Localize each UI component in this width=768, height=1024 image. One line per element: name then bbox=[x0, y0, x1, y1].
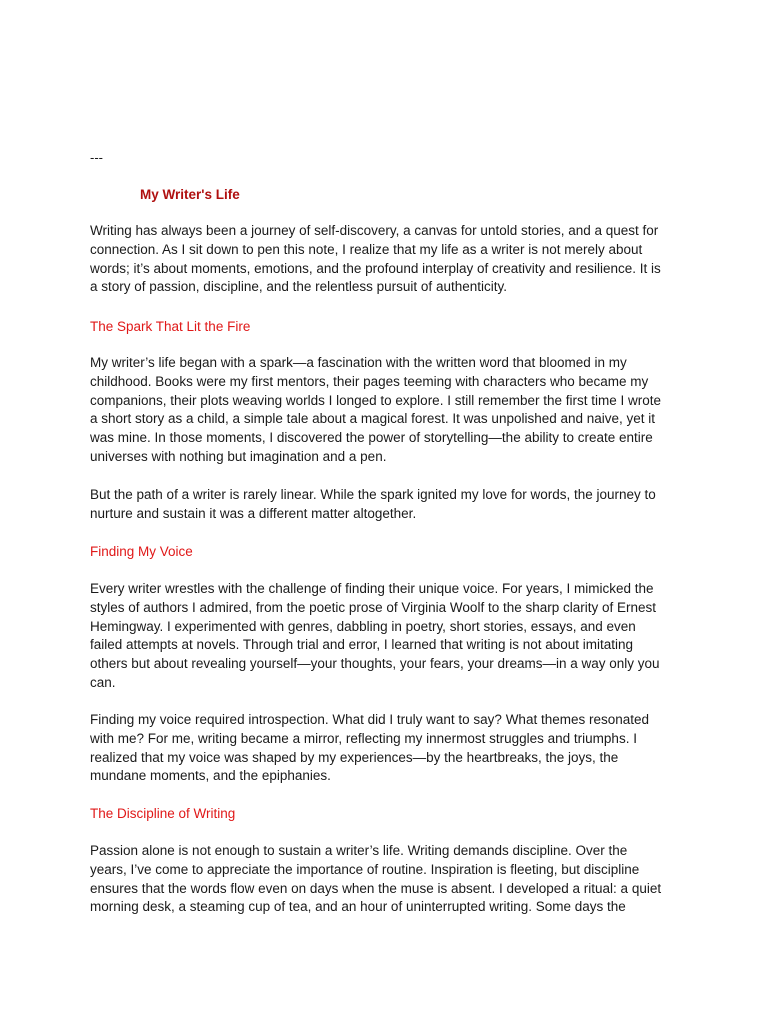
paragraph-line: Every writer wrestles with the challenge of finding their unique voice. For years, I mimicked the bbox=[90, 581, 654, 596]
paragraph-line: words; it’s about moments, emotions, and the profound interplay of creativity and resilience. It is bbox=[90, 260, 661, 276]
document-page bbox=[90, 0, 680, 1024]
paragraph-line: ensures that the words flow even on days when the muse is absent. I developed a ritual: a quiet bbox=[90, 880, 662, 896]
paragraph-line: others but about revealing yourself—your thoughts, your fears, your dreams—in a way only you bbox=[90, 656, 660, 672]
paragraph-line: universes with nothing but imagination and a pen. bbox=[90, 448, 387, 464]
paragraph-line: But the path of a writer is rarely linear. While the spark ignited my love for words, the journey to bbox=[90, 487, 656, 502]
paragraph-line: a story of passion, discipline, and the relentless pursuit of authenticity. bbox=[90, 279, 507, 295]
intro-paragraph bbox=[90, 222, 680, 297]
paragraph-line: realized that my voice was shaped by my experiences—by the heartbreaks, the joys, the bbox=[90, 749, 619, 765]
paragraph-line: was mine. In those moments, I discovered the power of storytelling—the ability to create entire bbox=[90, 430, 653, 446]
paragraph-line: Hemingway. I experimented with genres, dabbling in poetry, short stories, essays, and even bbox=[90, 618, 636, 634]
section-paragraph bbox=[90, 711, 680, 786]
paragraph-line: childhood. Books were my first mentors, their pages teeming with characters who became my bbox=[90, 373, 649, 389]
paragraph-line: nurture and sustain it was a different matter altogether. bbox=[90, 505, 417, 521]
paragraph-line: with me? For me, writing became a mirror, reflecting my innermost struggles and triumphs. I bbox=[90, 730, 637, 746]
paragraph-line: Finding my voice required introspection. What did I truly want to say? What themes resonated bbox=[90, 712, 650, 727]
section-heading-discipline: The Discipline of Writing bbox=[90, 806, 236, 821]
separator-line: --- bbox=[90, 150, 103, 165]
section-paragraph bbox=[90, 486, 680, 524]
section-heading-spark: The Spark That Lit the Fire bbox=[90, 319, 251, 334]
paragraph-line: morning desk, a steaming cup of tea, and an hour of uninterrupted writing. Some days the bbox=[90, 899, 626, 915]
section-heading-voice: Finding My Voice bbox=[90, 544, 193, 559]
paragraph-line: years, I’ve come to appreciate the importance of routine. Inspiration is fleeting, but discipline bbox=[90, 861, 640, 877]
paragraph-line: styles of authors I admired, from the poetic prose of Virginia Woolf to the sharp clarity of Ernest bbox=[90, 599, 657, 615]
section-paragraph bbox=[90, 842, 680, 917]
paragraph-line: companions, their plots weaving worlds I longed to explore. I still remember the first time I wrote bbox=[90, 392, 661, 408]
paragraph-line: connection. As I sit down to pen this note, I realize that my life as a writer is not merely about bbox=[90, 241, 643, 257]
section-paragraph bbox=[90, 354, 680, 467]
paragraph-line: can. bbox=[90, 674, 116, 690]
paragraph-line: Writing has always been a journey of self-discovery, a canvas for untold stories, and a quest for bbox=[90, 223, 659, 238]
paragraph-line: My writer’s life began with a spark—a fascination with the written word that bloomed in my bbox=[90, 355, 627, 370]
section-paragraph bbox=[90, 580, 680, 693]
paragraph-line: a short story as a child, a simple tale about a magical forest. It was unpolished and naive, yet it bbox=[90, 411, 656, 427]
paragraph-line: mundane moments, and the epiphanies. bbox=[90, 768, 331, 784]
paragraph-line: failed attempts at novels. Through trial and error, I learned that writing is not about imitating bbox=[90, 637, 634, 653]
document-title: My Writer's Life bbox=[140, 187, 240, 202]
paragraph-line: Passion alone is not enough to sustain a writer’s life. Writing demands discipline. Over the bbox=[90, 843, 628, 858]
